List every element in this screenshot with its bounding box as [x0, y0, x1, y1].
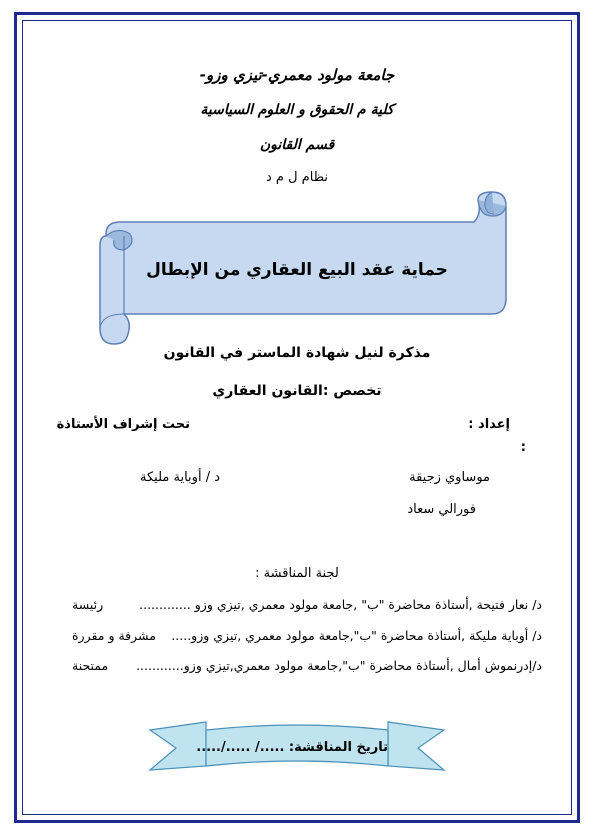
student-name: موساوي زجيقة: [409, 470, 490, 485]
prepared-by-colon: :: [520, 440, 526, 455]
jury-heading: لجنة المناقشة :: [255, 566, 339, 581]
defense-date: تاريخ المناقشة: ...../ ...../.....: [196, 740, 388, 755]
student-name: فورالي سعاد: [407, 502, 476, 517]
jury-member-role: مشرفة و مقررة: [72, 628, 156, 643]
lmd-system: نظام ل م د: [266, 170, 328, 185]
department-name: قسم القانون: [259, 137, 335, 153]
jury-member-role: ممتحنة: [72, 658, 109, 673]
memo-subtitle: مذكرة لنيل شهادة الماستر في القانون: [163, 345, 431, 361]
faculty-name: كلية م الحقوق و العلوم السياسية: [200, 102, 394, 118]
university-name: جامعة مولود معمري-تيزي وزو-: [199, 66, 395, 84]
supervision-label: تحت إشراف الأستاذة: [56, 417, 190, 432]
supervisor-name: د / أوباية مليكة: [140, 470, 220, 485]
thesis-title: حماية عقد البيع العقاري من الإبطال: [146, 260, 448, 280]
jury-member-text: د/ نعار فتيحة ,أستاذة محاضرة "ب" ,جامعة مولود معمري ,تيزي وزو .............: [139, 597, 542, 612]
prepared-by-label: إعداد :: [468, 417, 510, 432]
specialty: تخصص :القانون العقاري: [212, 383, 382, 399]
jury-member-role: رئيسة: [72, 597, 104, 612]
jury-member-text: د/إدرنموش أمال ,أستاذة محاضرة "ب",جامعة مولود معمري,تيزي وزو............: [136, 658, 542, 673]
jury-member-text: د/ أوباية مليكة ,أستاذة محاضرة "ب",جامعة مولود معمري ,تيزي وزو.....: [171, 628, 542, 643]
